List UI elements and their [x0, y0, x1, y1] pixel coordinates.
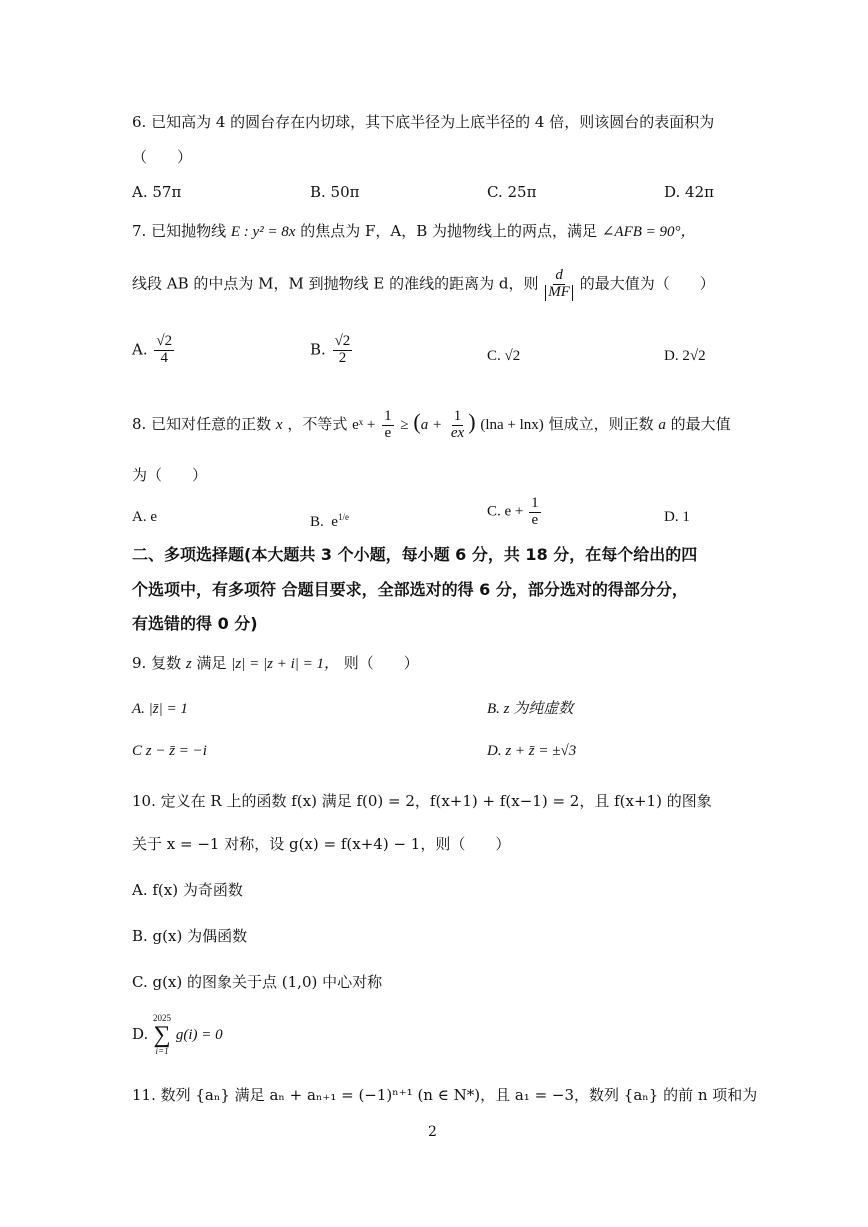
- q7-line2: 线段 AB 的中点为 M，M 到抛物线 E 的准线的距离为 d，则 $\frac{d}{MF}$ 的最大值为（ ）: [132, 267, 715, 300]
- q7-option-c: C. √2: [487, 348, 521, 364]
- q6-option-c: C. 25π: [487, 183, 537, 201]
- summation-symbol: 2025 ∑ i=1: [153, 1013, 172, 1056]
- q10-option-d: D. 2025 ∑ i=1 g(i) = 0: [132, 1013, 223, 1056]
- q7-option-d: D. 2√2: [664, 348, 706, 364]
- q7-fraction: $\frac{d}{MF}$: [545, 268, 573, 301]
- q6-option-b: B. 50π: [310, 183, 360, 201]
- q10-line1: 10. 定义在 R 上的函数 f(x) 满足 f(0) = 2，f(x+1) + f(x−1) = 2，且 f(x+1) 的图象: [132, 792, 712, 810]
- q8-option-d: D. 1: [664, 509, 690, 525]
- q8-line2: 为（ ）: [132, 466, 208, 484]
- q10-line2: 关于 x = −1 对称，设 g(x) = f(x+4) − 1，则（ ）: [132, 835, 511, 853]
- q10-option-b: B. g(x) 为偶函数: [132, 927, 248, 945]
- page-number: 2: [428, 1124, 437, 1140]
- q6-line2: （ ）: [132, 148, 193, 166]
- q8-line1: 8. 已知对任意的正数 x ，不等式 eˣ + $\frac{1}{e}$ ≥ (a + $\frac{1}{ex}$ ) (lna + lnx) 恒成立，则正数 a 的最大值: [132, 407, 731, 441]
- q6-line1: 6. 已知高为 4 的圆台存在内切球，其下底半径为上底半径的 4 倍，则该圆台的表面积为: [132, 113, 715, 131]
- q8-option-b: B. $e^{1/e}$: [310, 512, 349, 530]
- q7-option-a: A. $\frac{√2}{4}$: [132, 333, 173, 366]
- q8-option-a: A. e: [132, 509, 157, 525]
- q9-option-d: D. z + z̄ = ±√3: [487, 743, 577, 759]
- q7-option-b: B. $\frac{√2}{2}$: [310, 333, 351, 366]
- q8-option-c: C. e + $\frac{1}{e}$: [487, 495, 539, 528]
- q10-option-a: A. f(x) 为奇函数: [132, 881, 243, 899]
- q6-option-a: A. 57π: [132, 183, 182, 201]
- section2-heading-line2: 个选项中，有多项符 合题目要求，全部选对的得 6 分，部分选对的得部分分，: [132, 580, 688, 599]
- q10-option-c: C. g(x) 的图象关于点 (1,0) 中心对称: [132, 973, 383, 991]
- section2-heading-line3: 有选错的得 0 分): [132, 614, 258, 633]
- q6-option-d: D. 42π: [664, 183, 714, 201]
- q9-option-b: B. z 为纯虚数: [487, 701, 574, 717]
- q9-option-a: A. |z̄| = 1: [132, 701, 188, 717]
- q9-option-c: C z − z̄ = −i: [132, 743, 207, 759]
- q9-line1: 9. 复数 z 满足 |z| = |z + i| = 1， 则（ ）: [132, 654, 419, 672]
- section2-heading-line1: 二、多项选择题(本大题共 3 个小题，每小题 6 分，共 18 分，在每个给出的四: [132, 545, 698, 564]
- q7-line1: 7. 已知抛物线 E : y² = 8x 的焦点为 F，A，B 为抛物线上的两点，满足 ∠AFB = 90°，: [132, 222, 696, 240]
- q11-line1: 11. 数列 {aₙ} 满足 aₙ + aₙ₊₁ = (−1)ⁿ⁺¹ (n ∈ N*)，且 a₁ = −3，数列 {aₙ} 的前 n 项和为: [132, 1086, 758, 1104]
